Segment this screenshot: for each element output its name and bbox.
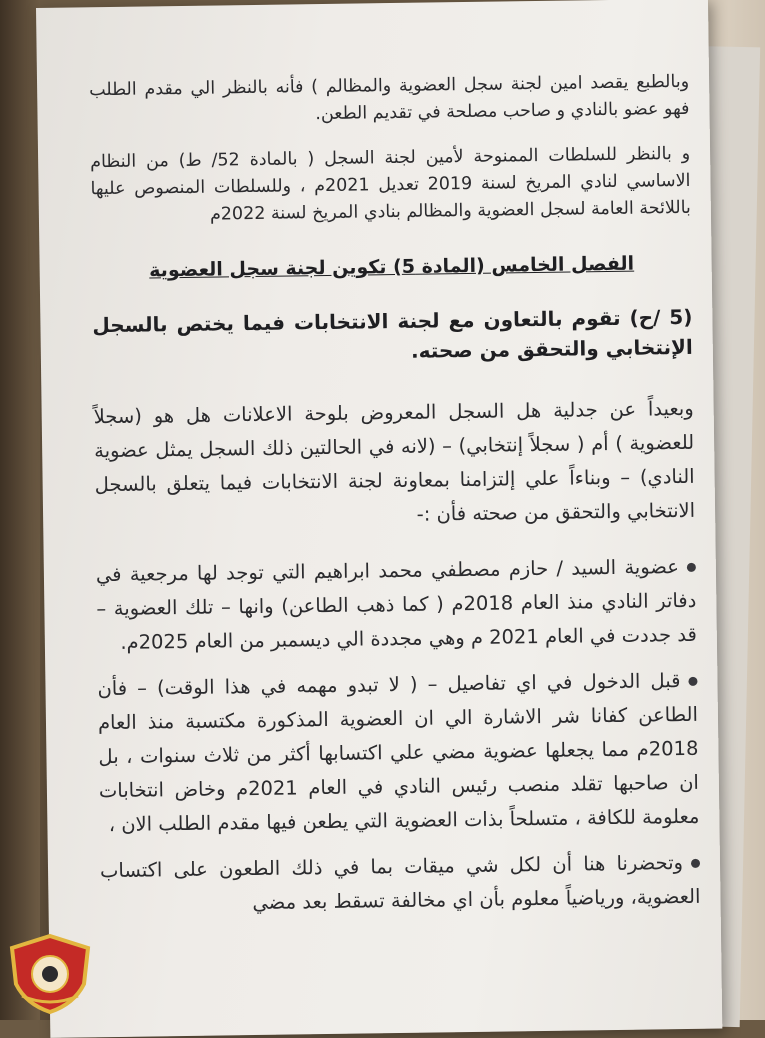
intro-paragraph-1: وبالطبع يقصد امين لجنة سجل العضوية والمظالم ) فأنه بالنظر الي مقدم الطلب فهو عضو بالنادي و صاحب مصلحة في تقديم الطعن. bbox=[89, 71, 690, 125]
bullet-item bbox=[100, 846, 701, 922]
document-text bbox=[89, 69, 701, 934]
table-surface-left bbox=[0, 0, 40, 1020]
document-page bbox=[36, 0, 722, 1038]
article-clause: (5 /ح) تقوم بالتعاون مع لجنة الانتخابات فيما يختص بالسجل الإنتخابي والتحقق من صحته. bbox=[92, 304, 693, 363]
intro-paragraph-2: و بالنظر للسلطات الممنوحة لأمين لجنة السجل ( بالمادة 52/ ط) من النظام الاساسي لنادي المريخ لسنة 2019 تعديل 2021م ، وللسلطات المنصوص عليها باللائحة العامة لسجل العضوية والمظالم بنادي المريخ لسنة 2022م bbox=[90, 143, 691, 225]
bullet-text: قبل الدخول في اي تفاصيل – ( لا تبدو مهمه في هذا الوقت) – فأن الطاعن كفانا شر الاشارة الي ان العضوية المذكورة مكتسبة منذ العام 2018م مما يجعلها عضوية مضي علي اكتسابها أكثر من ثلاث سنوات ، بل ان صاحبها تقلد منصب رئيس النادي في العام 2021م وخاض انتخابات معلومة للكافة ، متسلحاً بذات العضوية التي يطعن فيها مقدم الطلب الان ، bbox=[97, 669, 700, 837]
bullet-item bbox=[96, 550, 697, 660]
chapter-heading: الفصل الخامس (المادة 5) تكوين لجنة سجل العضوية bbox=[149, 252, 635, 282]
bullet-icon bbox=[688, 677, 697, 686]
main-paragraph: وبعيداً عن جدلية هل السجل المعروض بلوحة الاعلانات هل هو (سجلاً للعضوية ) أم ( سجلاً إنتخابي) – (لانه في الحالتين ذلك السجل يمثل عضوية النادي) – وبناءاً علي إلتزامنا بمعاونة لجنة الانتخابات فيما يتعلق بالسجل الانتخابي والتحقق من صحته فأن :- bbox=[93, 396, 696, 526]
bullet-text: وتحضرنا هنا أن لكل شي ميقات بما في ذلك الطعون على اكتساب العضوية، ورياضياً معلوم بأن اي مخالفة تسقط بعد مضي bbox=[99, 851, 701, 915]
club-crest-icon bbox=[4, 932, 96, 1016]
bullet-icon bbox=[687, 563, 696, 572]
bullet-icon bbox=[691, 859, 700, 868]
bullet-item bbox=[97, 664, 699, 842]
bullet-text: عضوية السيد / حازم مصطفي محمد ابراهيم التي توجد لها مرجعية في دفاتر النادي منذ العام 2018م ( كما ذهب الطاعن) وانها – تلك العضوية – قد جددت في العام 2021 م وهي مجددة الي ديسمبر من العام 2025م. bbox=[95, 555, 697, 654]
